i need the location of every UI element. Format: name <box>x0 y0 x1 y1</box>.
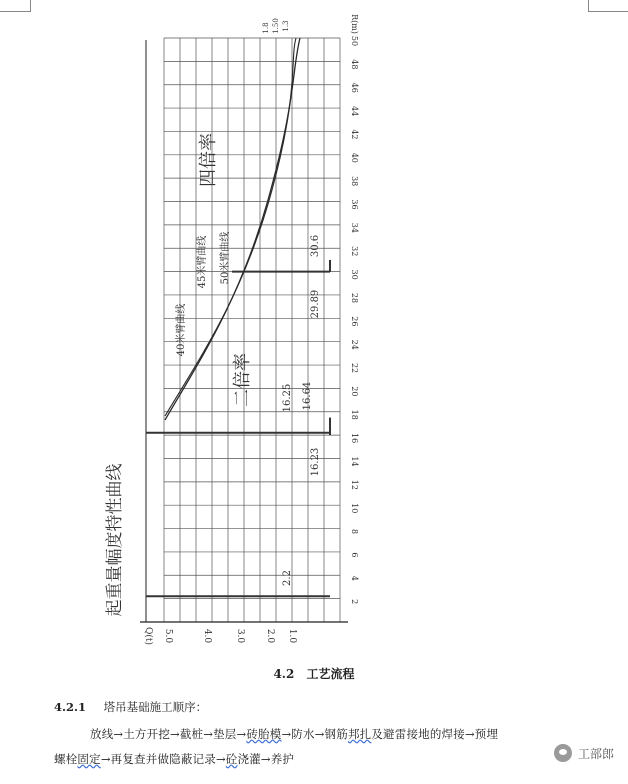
curve-label-40: 40米臂曲线 <box>176 303 187 357</box>
r-tick-label: 20 <box>350 386 359 397</box>
body-text: →再复查并做隐蔽记录→ <box>100 752 226 766</box>
end-label: 1.50 <box>272 18 280 34</box>
body-text: 及避雷接地的焊接→预埋 <box>371 727 499 741</box>
subsection-number: 4.2.1 <box>54 700 87 714</box>
r-tick-label: 42 <box>350 129 359 140</box>
spell-flagged-text: 固定 <box>77 752 101 766</box>
annotation-label: 16.25 <box>282 383 293 413</box>
q-tick-label: 3.0 <box>235 628 245 644</box>
r-tick-label: 22 <box>350 362 359 374</box>
body-text: 浇灌→养护 <box>237 752 295 766</box>
annotation-label: 29.89 <box>310 289 321 319</box>
r-tick-label: 50 <box>350 35 359 47</box>
q-tick-label: 4.0 <box>202 628 212 644</box>
q-tick-label: 1.0 <box>287 628 297 644</box>
r-tick-label: 46 <box>350 82 359 93</box>
spell-flagged-text: 砖胎模 <box>246 727 282 741</box>
r-tick-label: 14 <box>350 456 359 467</box>
region-label-double: 二倍率 <box>232 353 253 407</box>
subsection-title: 塔吊基础施工顺序： <box>103 700 208 714</box>
r-tick-label: 6 <box>350 552 359 558</box>
r-tick-label: 48 <box>350 59 359 70</box>
q-tick-label: 2.0 <box>265 628 275 644</box>
annotation-label: 2.2 <box>282 570 293 586</box>
chart-title: 起重量幅度特性曲线 <box>105 463 125 617</box>
q-axis-label: Q(t) <box>143 626 153 646</box>
r-tick-label: 10 <box>350 503 359 514</box>
r-tick-label: 36 <box>350 199 359 210</box>
chat-bubble-icon <box>554 744 572 762</box>
spell-flagged-text: 砼 <box>225 752 238 766</box>
r-tick-label: 2 <box>350 599 359 605</box>
section-title: 工艺流程 <box>306 667 355 681</box>
body-text: 放线→土方开挖→截桩→垫层→ <box>90 727 247 741</box>
section-heading <box>0 665 628 682</box>
body-line-1 <box>90 726 498 742</box>
chart-labels <box>105 14 359 645</box>
r-tick-label: 30 <box>350 269 359 280</box>
r-tick-label: 12 <box>350 479 359 490</box>
curve-label-45: 45米臂曲线 <box>197 235 208 289</box>
subsection-heading <box>54 699 207 715</box>
r-axis-unit: R(m) <box>350 14 359 34</box>
r-tick-label: 4 <box>350 575 359 581</box>
body-text: →防水→钢筋 <box>281 727 348 741</box>
curve-label-50: 50米臂曲线 <box>220 231 231 285</box>
section-number: 4.2 <box>273 667 295 681</box>
chart-grid <box>140 38 348 622</box>
watermark <box>554 744 614 762</box>
r-tick-label: 44 <box>350 105 359 117</box>
r-tick-label: 16 <box>350 433 359 444</box>
r-tick-label: 34 <box>350 222 359 233</box>
annotation-label: 30.6 <box>310 234 321 258</box>
chart-curves <box>146 38 330 596</box>
r-tick-label: 32 <box>350 246 359 257</box>
annotation-label: 16.23 <box>310 447 321 477</box>
r-tick-label: 8 <box>350 529 359 535</box>
r-tick-label: 40 <box>350 152 359 163</box>
r-tick-label: 28 <box>350 292 359 304</box>
body-line-2 <box>54 751 294 767</box>
body-text: 螺栓 <box>54 752 78 766</box>
end-label: 1.8 <box>262 22 270 34</box>
r-tick-label: 26 <box>350 316 359 327</box>
q-tick-label: 5.0 <box>163 628 173 644</box>
region-label-quad: 四倍率 <box>198 133 219 187</box>
r-tick-label: 18 <box>350 409 359 420</box>
spell-flagged-text: 邦扎 <box>347 727 372 741</box>
annotation-label: 16.64 <box>302 381 313 411</box>
watermark-text: 工部郎 <box>577 746 614 761</box>
r-tick-label: 38 <box>350 176 359 187</box>
end-label: 1.3 <box>282 20 290 32</box>
r-tick-label: 24 <box>350 339 359 350</box>
